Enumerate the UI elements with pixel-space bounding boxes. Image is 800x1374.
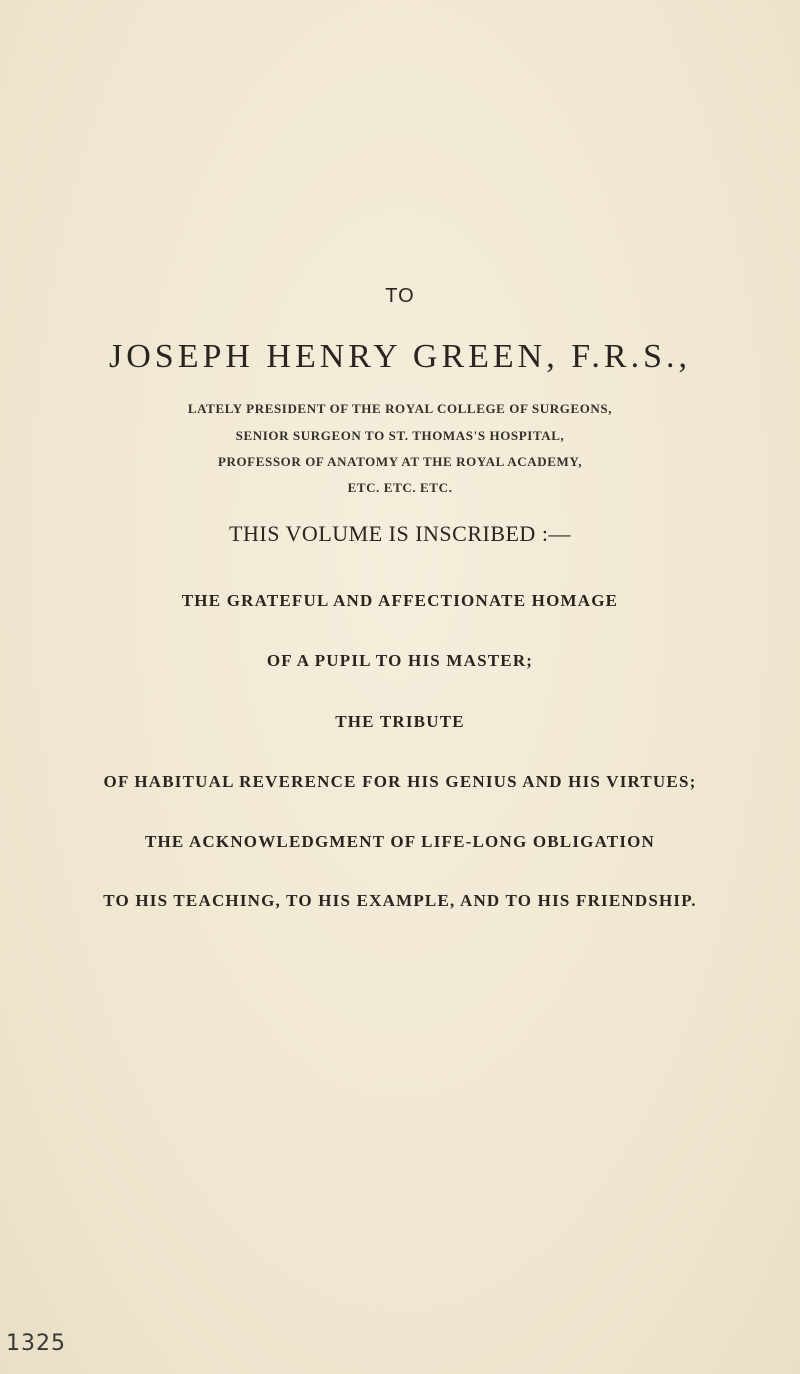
dedication-to: TO [385, 285, 415, 307]
dedication-line: TO HIS TEACHING, TO HIS EXAMPLE, AND TO HIS FRIENDSHIP. [103, 891, 697, 910]
dedication-line: THE GRATEFUL AND AFFECTIONATE HOMAGE [181, 591, 619, 610]
title-line: SENIOR SURGEON TO ST. THOMAS'S HOSPITAL, [235, 428, 565, 443]
title-line: PROFESSOR OF ANATOMY AT THE ROYAL ACADEMY, [217, 454, 583, 469]
dedication-line: THE TRIBUTE [335, 712, 465, 731]
library-mark: 1325 [6, 1331, 66, 1356]
dedication-line: OF A PUPIL TO HIS MASTER; [266, 651, 534, 670]
dedication-line: OF HABITUAL REVERENCE FOR HIS GENIUS AND HIS VIRTUES; [103, 772, 697, 791]
title-line: LATELY PRESIDENT OF THE ROYAL COLLEGE OF SURGEONS, [187, 401, 613, 416]
dedicatee-name: JOSEPH HENRY GREEN, F.R.S., [109, 338, 691, 375]
inscribed-line: THIS VOLUME IS INSCRIBED :— [229, 521, 571, 546]
title-line: ETC. ETC. ETC. [347, 480, 453, 495]
dedication-line: THE ACKNOWLEDGMENT OF LIFE-LONG OBLIGATION [144, 832, 656, 851]
